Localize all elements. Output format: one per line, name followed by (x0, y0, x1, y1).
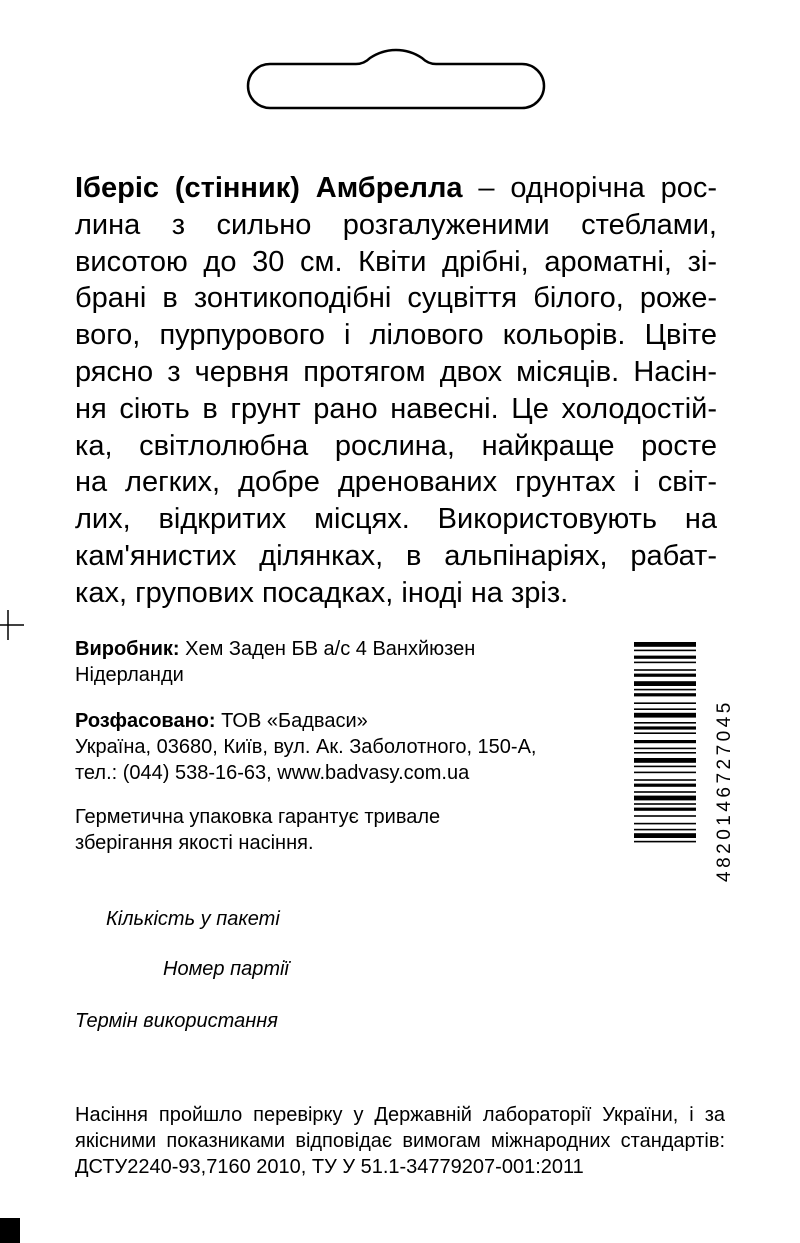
barcode-bar (634, 808, 696, 811)
packer-info (75, 708, 635, 786)
quantity-field-label: Кількість у пакеті (106, 908, 280, 930)
packer-value: ТОВ «Бадваси» (215, 710, 368, 732)
plant-description (75, 170, 717, 612)
barcode-bar (634, 752, 696, 754)
barcode-bar (634, 642, 696, 647)
barcode-bar (634, 693, 696, 696)
barcode-bar (634, 669, 696, 671)
barcode-bar (634, 674, 696, 677)
corner-mark (0, 1218, 20, 1243)
description-line: рясно з червня протягом двох місяців. Насін- (75, 355, 717, 388)
certification-note: Насіння пройшло перевірку у Державній лабораторії України, і за якісними показниками відповідає вимогам міжнародних стандартів: ДСТУ2240-93,7160 2010, ТУ У 51.1-34779207-001:2011 (75, 1104, 725, 1178)
barcode-bar (634, 713, 696, 718)
barcode-bar (634, 823, 696, 825)
barcode-bar (634, 766, 696, 768)
barcode (634, 640, 714, 884)
barcode-bar (634, 803, 696, 805)
barcode-bar (634, 708, 696, 710)
barcode-bar (634, 829, 696, 831)
description-line: на легких, добре дренованих грунтах і світ- (75, 466, 717, 499)
packer-address: Україна, 03680, Київ, вул. Ак. Заболотного, 150-А, (75, 736, 537, 758)
description-line: ках, групових посадках, іноді на зріз. (75, 576, 569, 609)
hanger-slot (240, 48, 552, 110)
crop-mark (0, 610, 24, 640)
storage-note: Герметична упаковка гарантує тривале зберігання якості насіння. (75, 806, 441, 854)
description-line-1: Іберіс (стінник) Амбрелла – однорічна рос- (75, 172, 718, 204)
barcode-bar (634, 650, 696, 652)
barcode-number: 4820146727045 (714, 699, 735, 882)
description-line: брані в зонтикоподібні суцвіття білого, роже- (75, 282, 717, 315)
barcode-bar (634, 791, 696, 793)
packer-label: Розфасовано: (75, 710, 216, 732)
barcode-bar (634, 726, 696, 729)
barcode-bar (634, 758, 696, 763)
description-line: висотою до 30 см. Квіти дрібні, ароматні, зі- (75, 245, 717, 278)
barcode-bar (634, 732, 696, 734)
barcode-bar (634, 722, 696, 724)
description-line: вого, пурпурового і лілового кольорів. Цвіте (75, 319, 717, 352)
barcode-bar (634, 702, 696, 704)
barcode-bar (634, 796, 696, 801)
barcode-bar (634, 662, 696, 664)
description-line: лих, відкритих місцях. Використовують на (75, 503, 717, 536)
barcode-bar (634, 779, 696, 781)
barcode-bar (634, 656, 696, 659)
description-line: ня сіють в грунт рано навесні. Це холодостій- (75, 392, 717, 425)
producer-value: Хем Заден БВ а/с 4 Ванхйюзен (179, 638, 476, 660)
barcode-bar (634, 784, 696, 787)
packer-contacts: тел.: (044) 538-16-63, www.badvasy.com.ua (75, 762, 470, 784)
expiry-field-label: Термін використання (75, 1010, 278, 1032)
description-line: кам'янистих ділянках, в альпінаріях, рабат- (75, 539, 717, 572)
description-line: лина з сильно розгалуженими стеблами, (75, 208, 717, 241)
description-line: ка, світлолюбна рослина, найкраще росте (75, 429, 717, 462)
barcode-bar (634, 681, 696, 686)
barcode-bar (634, 833, 696, 838)
barcode-bar (634, 772, 696, 774)
plant-title: Іберіс (стінник) Амбрелла (75, 172, 463, 204)
barcode-bar (634, 841, 696, 843)
producer-label: Виробник: (75, 638, 180, 660)
barcode-bar (634, 740, 696, 743)
producer-country: Нідерланди (75, 664, 184, 686)
producer-info (75, 636, 635, 688)
barcode-bar (634, 815, 696, 817)
barcode-bar (634, 748, 696, 750)
batch-field-label: Номер партії (163, 958, 289, 980)
barcode-bar (634, 689, 696, 691)
